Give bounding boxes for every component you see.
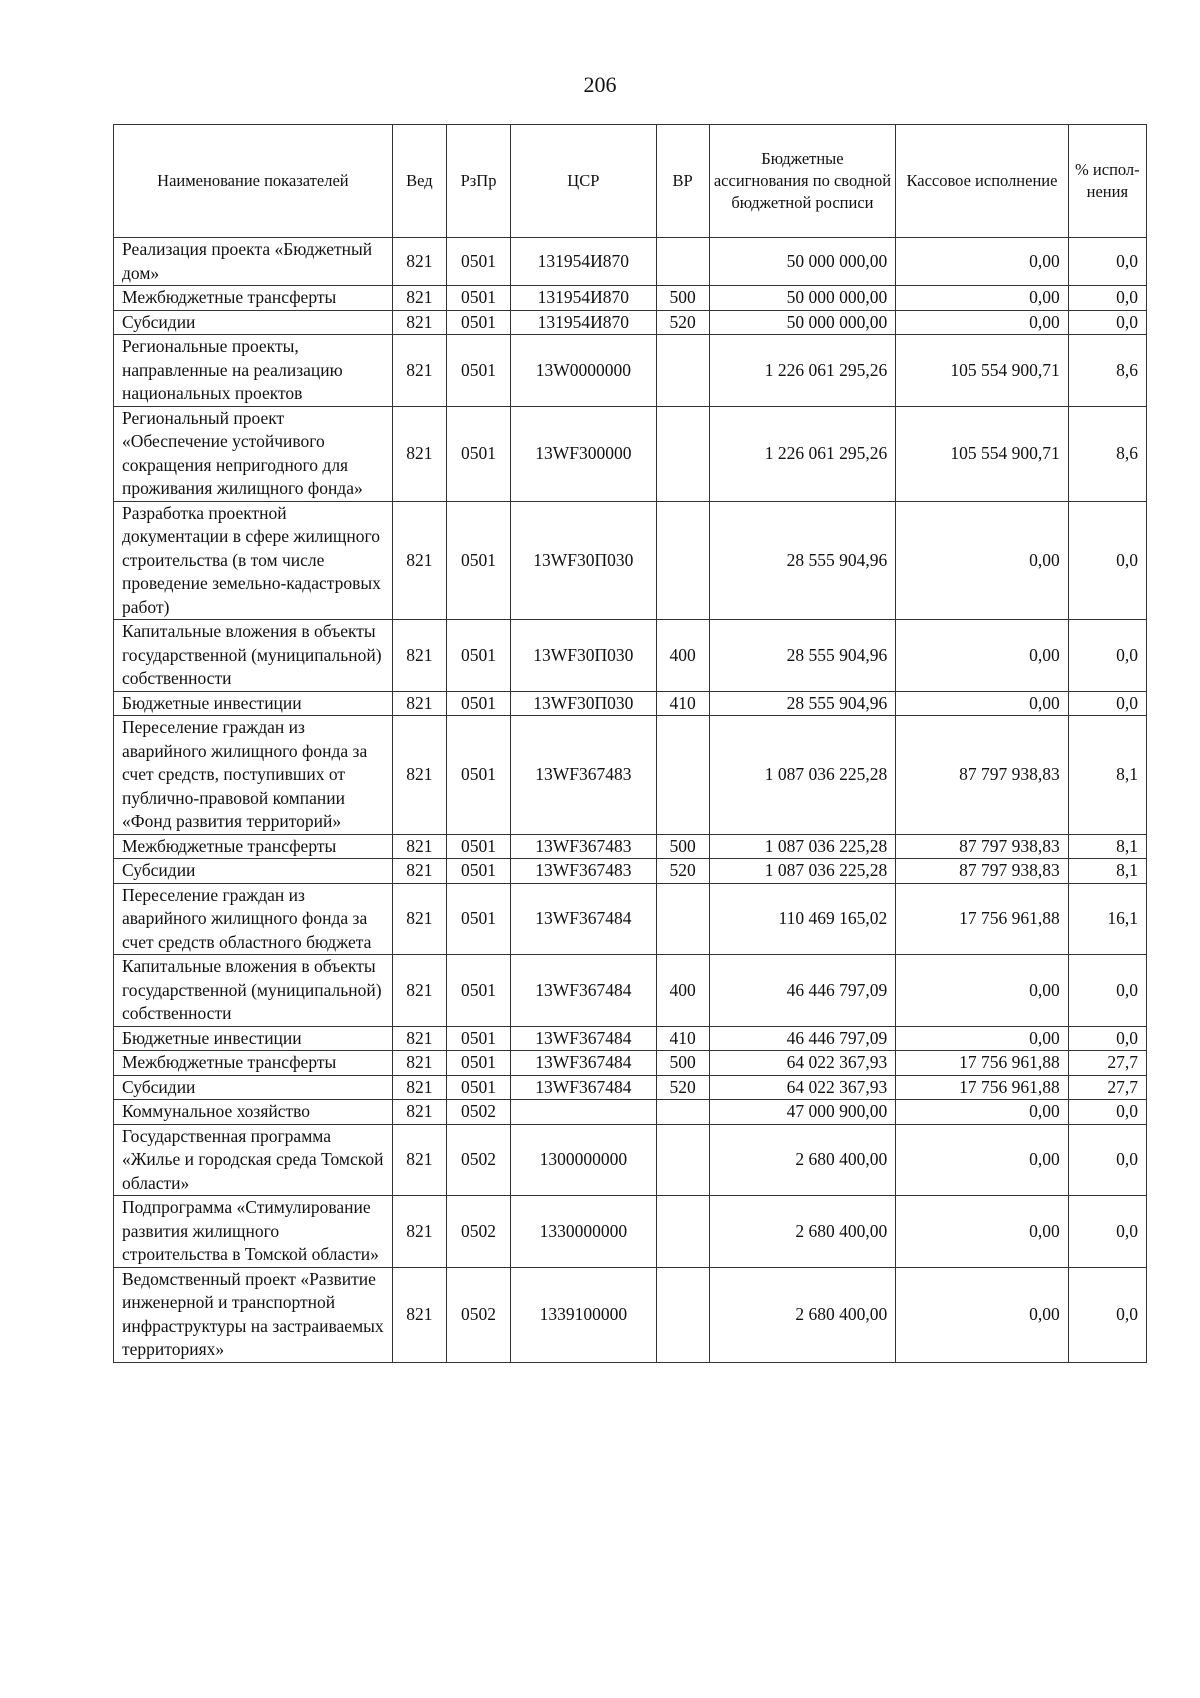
table-body bbox=[114, 238, 1147, 1363]
row-name: Капитальные вложения в объекты государственной (муниципальной) собственности bbox=[114, 955, 393, 1027]
row-csr: 13WF367484 bbox=[511, 1026, 656, 1051]
row-vr bbox=[656, 238, 709, 286]
row-percent: 27,7 bbox=[1068, 1075, 1146, 1100]
row-budget: 1 226 061 295,26 bbox=[709, 335, 896, 407]
row-ved: 821 bbox=[392, 1267, 446, 1362]
row-budget: 64 022 367,93 bbox=[709, 1075, 896, 1100]
row-rzpr: 0501 bbox=[446, 716, 510, 835]
row-kassa: 0,00 bbox=[896, 1026, 1069, 1051]
table-row bbox=[114, 955, 1147, 1027]
row-kassa: 0,00 bbox=[896, 310, 1069, 335]
row-kassa: 105 554 900,71 bbox=[896, 335, 1069, 407]
row-csr: 13WF30П030 bbox=[511, 501, 656, 620]
row-name: Межбюджетные трансферты bbox=[114, 286, 393, 311]
row-csr bbox=[511, 1100, 656, 1125]
row-kassa: 0,00 bbox=[896, 501, 1069, 620]
header-csr: ЦСР bbox=[511, 125, 656, 238]
row-csr: 13WF367484 bbox=[511, 955, 656, 1027]
row-rzpr: 0501 bbox=[446, 883, 510, 955]
table-row bbox=[114, 1267, 1147, 1362]
row-kassa: 0,00 bbox=[896, 1100, 1069, 1125]
row-percent: 0,0 bbox=[1068, 1196, 1146, 1268]
row-ved: 821 bbox=[392, 620, 446, 692]
table-row bbox=[114, 883, 1147, 955]
budget-table bbox=[113, 124, 1147, 1363]
row-ved: 821 bbox=[392, 406, 446, 501]
row-budget: 1 087 036 225,28 bbox=[709, 834, 896, 859]
row-name: Государственная программа «Жилье и городская среда Томской области» bbox=[114, 1124, 393, 1196]
row-name: Региональный проект «Обеспечение устойчивого сокращения непригодного для проживания жилищного фонда» bbox=[114, 406, 393, 501]
row-rzpr: 0501 bbox=[446, 834, 510, 859]
row-percent: 27,7 bbox=[1068, 1051, 1146, 1076]
row-vr: 500 bbox=[656, 286, 709, 311]
row-csr: 1300000000 bbox=[511, 1124, 656, 1196]
row-percent: 0,0 bbox=[1068, 286, 1146, 311]
row-name: Субсидии bbox=[114, 310, 393, 335]
row-rzpr: 0501 bbox=[446, 691, 510, 716]
header-kassa: Кассовое исполнение bbox=[896, 125, 1069, 238]
row-vr bbox=[656, 406, 709, 501]
row-rzpr: 0501 bbox=[446, 238, 510, 286]
row-budget: 1 087 036 225,28 bbox=[709, 859, 896, 884]
row-ved: 821 bbox=[392, 335, 446, 407]
row-ved: 821 bbox=[392, 310, 446, 335]
table-row bbox=[114, 238, 1147, 286]
row-name: Капитальные вложения в объекты государственной (муниципальной) собственности bbox=[114, 620, 393, 692]
row-percent: 0,0 bbox=[1068, 691, 1146, 716]
row-rzpr: 0501 bbox=[446, 501, 510, 620]
row-kassa: 0,00 bbox=[896, 955, 1069, 1027]
row-budget: 50 000 000,00 bbox=[709, 286, 896, 311]
row-rzpr: 0501 bbox=[446, 310, 510, 335]
row-name: Переселение граждан из аварийного жилищного фонда за счет средств областного бюджета bbox=[114, 883, 393, 955]
row-vr bbox=[656, 883, 709, 955]
row-name: Бюджетные инвестиции bbox=[114, 691, 393, 716]
row-ved: 821 bbox=[392, 501, 446, 620]
row-kassa: 17 756 961,88 bbox=[896, 1075, 1069, 1100]
row-ved: 821 bbox=[392, 1026, 446, 1051]
row-kassa: 0,00 bbox=[896, 1196, 1069, 1268]
row-name: Переселение граждан из аварийного жилищного фонда за счет средств, поступивших от публично-правовой компании «Фонд развития территорий» bbox=[114, 716, 393, 835]
row-csr: 13WF367484 bbox=[511, 883, 656, 955]
row-csr: 13WF367483 bbox=[511, 716, 656, 835]
row-name: Субсидии bbox=[114, 859, 393, 884]
row-csr: 131954И870 bbox=[511, 238, 656, 286]
table-row bbox=[114, 310, 1147, 335]
row-rzpr: 0502 bbox=[446, 1196, 510, 1268]
row-ved: 821 bbox=[392, 955, 446, 1027]
row-ved: 821 bbox=[392, 716, 446, 835]
row-name: Коммунальное хозяйство bbox=[114, 1100, 393, 1125]
row-kassa: 0,00 bbox=[896, 1267, 1069, 1362]
row-percent: 16,1 bbox=[1068, 883, 1146, 955]
row-percent: 0,0 bbox=[1068, 310, 1146, 335]
row-rzpr: 0501 bbox=[446, 406, 510, 501]
table-row bbox=[114, 620, 1147, 692]
row-ved: 821 bbox=[392, 1051, 446, 1076]
row-rzpr: 0502 bbox=[446, 1267, 510, 1362]
row-vr: 500 bbox=[656, 1051, 709, 1076]
row-csr: 13WF30П030 bbox=[511, 620, 656, 692]
table-row bbox=[114, 1196, 1147, 1268]
row-percent: 0,0 bbox=[1068, 1124, 1146, 1196]
row-budget: 2 680 400,00 bbox=[709, 1196, 896, 1268]
row-percent: 8,1 bbox=[1068, 834, 1146, 859]
table-row bbox=[114, 834, 1147, 859]
row-ved: 821 bbox=[392, 691, 446, 716]
row-budget: 46 446 797,09 bbox=[709, 1026, 896, 1051]
table-row bbox=[114, 1124, 1147, 1196]
row-kassa: 0,00 bbox=[896, 238, 1069, 286]
table-row bbox=[114, 1051, 1147, 1076]
row-rzpr: 0502 bbox=[446, 1100, 510, 1125]
row-name: Разработка проектной документации в сфере жилищного строительства (в том числе проведение земельно-кадастровых работ) bbox=[114, 501, 393, 620]
row-kassa: 0,00 bbox=[896, 691, 1069, 716]
row-kassa: 17 756 961,88 bbox=[896, 883, 1069, 955]
row-vr bbox=[656, 716, 709, 835]
row-budget: 2 680 400,00 bbox=[709, 1124, 896, 1196]
row-kassa: 87 797 938,83 bbox=[896, 716, 1069, 835]
header-vr: ВР bbox=[656, 125, 709, 238]
row-rzpr: 0501 bbox=[446, 1051, 510, 1076]
row-rzpr: 0502 bbox=[446, 1124, 510, 1196]
row-name: Межбюджетные трансферты bbox=[114, 1051, 393, 1076]
row-name: Региональные проекты, направленные на реализацию национальных проектов bbox=[114, 335, 393, 407]
row-vr bbox=[656, 1267, 709, 1362]
header-budget: Бюджетные ассигнования по сводной бюджетной росписи bbox=[709, 125, 896, 238]
row-budget: 1 226 061 295,26 bbox=[709, 406, 896, 501]
row-kassa: 0,00 bbox=[896, 620, 1069, 692]
row-budget: 28 555 904,96 bbox=[709, 620, 896, 692]
row-percent: 0,0 bbox=[1068, 1026, 1146, 1051]
row-rzpr: 0501 bbox=[446, 286, 510, 311]
row-rzpr: 0501 bbox=[446, 1026, 510, 1051]
table-row bbox=[114, 335, 1147, 407]
row-budget: 2 680 400,00 bbox=[709, 1267, 896, 1362]
row-vr bbox=[656, 501, 709, 620]
row-ved: 821 bbox=[392, 1075, 446, 1100]
row-percent: 8,1 bbox=[1068, 716, 1146, 835]
row-ved: 821 bbox=[392, 286, 446, 311]
row-budget: 28 555 904,96 bbox=[709, 691, 896, 716]
row-percent: 8,6 bbox=[1068, 406, 1146, 501]
row-csr: 1339100000 bbox=[511, 1267, 656, 1362]
page-number: 206 bbox=[583, 72, 617, 97]
row-kassa: 105 554 900,71 bbox=[896, 406, 1069, 501]
row-ved: 821 bbox=[392, 834, 446, 859]
row-vr bbox=[656, 335, 709, 407]
table-row bbox=[114, 1026, 1147, 1051]
row-budget: 110 469 165,02 bbox=[709, 883, 896, 955]
table-row bbox=[114, 1100, 1147, 1125]
row-vr: 520 bbox=[656, 310, 709, 335]
row-percent: 0,0 bbox=[1068, 238, 1146, 286]
row-percent: 8,6 bbox=[1068, 335, 1146, 407]
row-csr: 13WF367483 bbox=[511, 834, 656, 859]
row-budget: 1 087 036 225,28 bbox=[709, 716, 896, 835]
table-row bbox=[114, 286, 1147, 311]
table-row bbox=[114, 859, 1147, 884]
row-name: Субсидии bbox=[114, 1075, 393, 1100]
row-percent: 0,0 bbox=[1068, 501, 1146, 620]
row-vr: 400 bbox=[656, 620, 709, 692]
row-rzpr: 0501 bbox=[446, 859, 510, 884]
row-vr: 520 bbox=[656, 859, 709, 884]
row-vr: 400 bbox=[656, 955, 709, 1027]
row-vr bbox=[656, 1196, 709, 1268]
header-name: Наименование показателей bbox=[114, 125, 393, 238]
row-vr: 410 bbox=[656, 691, 709, 716]
table-header bbox=[114, 125, 1147, 238]
row-csr: 13WF367484 bbox=[511, 1051, 656, 1076]
row-ved: 821 bbox=[392, 1124, 446, 1196]
row-kassa: 87 797 938,83 bbox=[896, 859, 1069, 884]
table-row bbox=[114, 716, 1147, 835]
row-csr: 1330000000 bbox=[511, 1196, 656, 1268]
table-row bbox=[114, 1075, 1147, 1100]
row-vr bbox=[656, 1100, 709, 1125]
header-ved: Вед bbox=[392, 125, 446, 238]
row-ved: 821 bbox=[392, 1100, 446, 1125]
row-name: Ведомственный проект «Развитие инженерной и транспортной инфраструктуры на застраиваемых территориях» bbox=[114, 1267, 393, 1362]
row-percent: 0,0 bbox=[1068, 1100, 1146, 1125]
row-vr: 410 bbox=[656, 1026, 709, 1051]
row-budget: 28 555 904,96 bbox=[709, 501, 896, 620]
row-budget: 50 000 000,00 bbox=[709, 238, 896, 286]
row-vr: 520 bbox=[656, 1075, 709, 1100]
row-name: Подпрограмма «Стимулирование развития жилищного строительства в Томской области» bbox=[114, 1196, 393, 1268]
row-rzpr: 0501 bbox=[446, 955, 510, 1027]
row-rzpr: 0501 bbox=[446, 620, 510, 692]
row-budget: 64 022 367,93 bbox=[709, 1051, 896, 1076]
header-rzpr: РзПр bbox=[446, 125, 510, 238]
row-budget: 50 000 000,00 bbox=[709, 310, 896, 335]
row-kassa: 0,00 bbox=[896, 286, 1069, 311]
row-rzpr: 0501 bbox=[446, 1075, 510, 1100]
row-csr: 13WF30П030 bbox=[511, 691, 656, 716]
row-csr: 13WF367483 bbox=[511, 859, 656, 884]
row-vr: 500 bbox=[656, 834, 709, 859]
row-budget: 46 446 797,09 bbox=[709, 955, 896, 1027]
row-ved: 821 bbox=[392, 859, 446, 884]
table-row bbox=[114, 691, 1147, 716]
header-percent: % испол-нения bbox=[1068, 125, 1146, 238]
row-kassa: 17 756 961,88 bbox=[896, 1051, 1069, 1076]
row-percent: 0,0 bbox=[1068, 955, 1146, 1027]
row-rzpr: 0501 bbox=[446, 335, 510, 407]
row-ved: 821 bbox=[392, 883, 446, 955]
row-name: Бюджетные инвестиции bbox=[114, 1026, 393, 1051]
row-ved: 821 bbox=[392, 1196, 446, 1268]
row-percent: 0,0 bbox=[1068, 1267, 1146, 1362]
row-vr bbox=[656, 1124, 709, 1196]
row-name: Реализация проекта «Бюджетный дом» bbox=[114, 238, 393, 286]
row-budget: 47 000 900,00 bbox=[709, 1100, 896, 1125]
table-row bbox=[114, 501, 1147, 620]
row-csr: 13WF300000 bbox=[511, 406, 656, 501]
row-kassa: 87 797 938,83 bbox=[896, 834, 1069, 859]
row-percent: 0,0 bbox=[1068, 620, 1146, 692]
row-percent: 8,1 bbox=[1068, 859, 1146, 884]
row-csr: 131954И870 bbox=[511, 286, 656, 311]
header-row bbox=[114, 125, 1147, 238]
row-csr: 131954И870 bbox=[511, 310, 656, 335]
row-csr: 13WF367484 bbox=[511, 1075, 656, 1100]
row-csr: 13W0000000 bbox=[511, 335, 656, 407]
row-name: Межбюджетные трансферты bbox=[114, 834, 393, 859]
row-ved: 821 bbox=[392, 238, 446, 286]
row-kassa: 0,00 bbox=[896, 1124, 1069, 1196]
table-row bbox=[114, 406, 1147, 501]
